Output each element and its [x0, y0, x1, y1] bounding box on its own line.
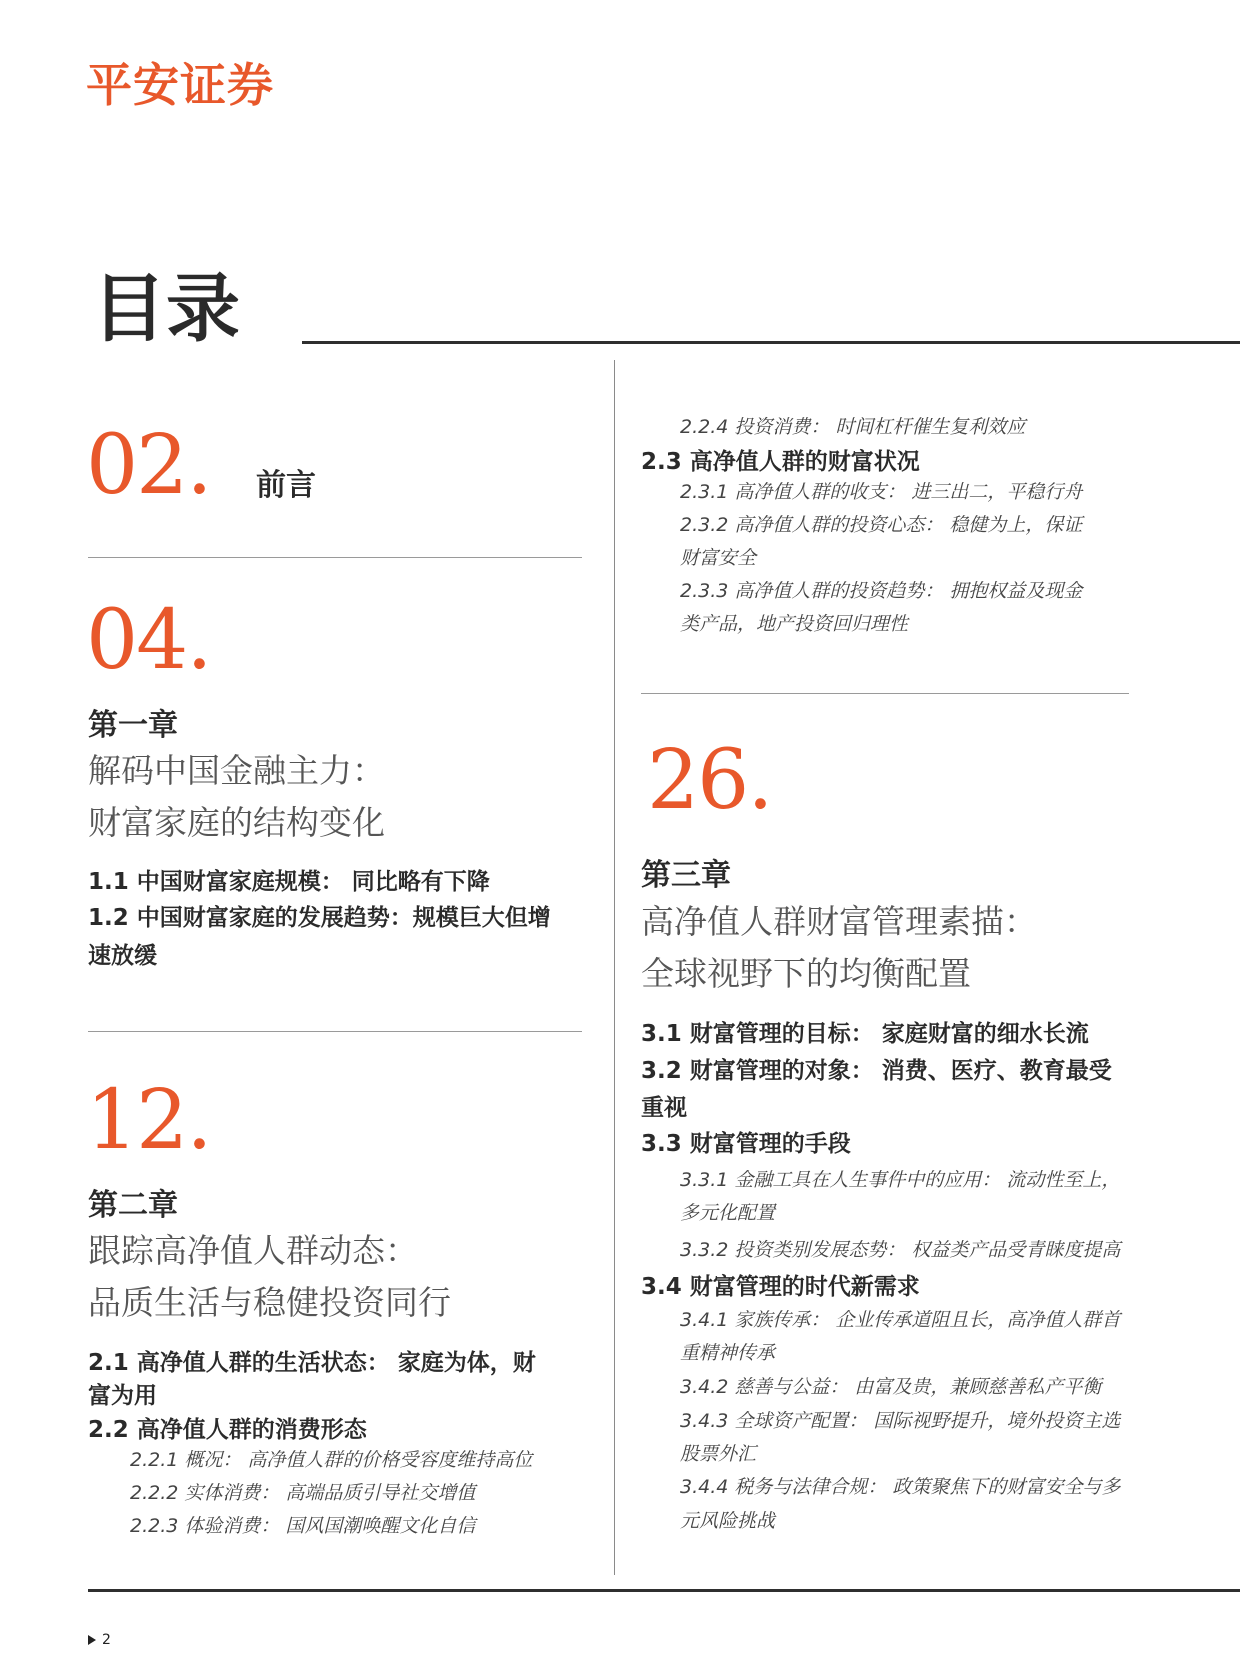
chapter-1-subtitle-line: 财富家庭的结构变化 [88, 803, 385, 842]
toc-entry-3-2-cont[interactable]: 重视 [641, 1095, 687, 1121]
toc-entry-2-2-1[interactable]: 2.2.1 概况： 高净值人群的价格受容度维持高位 [130, 1449, 533, 1471]
toc-entry-3-4[interactable]: 3.4 财富管理的时代新需求 [641, 1274, 920, 1300]
toc-entry-3-4-4[interactable]: 3.4.4 税务与法律合规： 政策聚焦下的财富安全与多 [680, 1476, 1121, 1498]
page-title: 目录 [92, 266, 240, 352]
toc-entry-3-4-3[interactable]: 3.4.3 全球资产配置： 国际视野提升，境外投资主选 [680, 1410, 1121, 1432]
toc-entry-2-3-2[interactable]: 2.3.2 高净值人群的投资心态： 稳健为上，保证 [680, 514, 1083, 536]
chapter-2-page-number: 12. [86, 1073, 211, 1168]
chapter-2-label[interactable]: 第二章 [88, 1188, 178, 1223]
column-divider [614, 360, 615, 1575]
toc-entry-3-4-1-cont[interactable]: 重精神传承 [680, 1342, 776, 1364]
toc-entry-2-2-2[interactable]: 2.2.2 实体消费： 高端品质引导社交增值 [130, 1482, 476, 1504]
chapter-1-label[interactable]: 第一章 [88, 708, 178, 743]
chapter-3-subtitle-line: 高净值人群财富管理素描： [641, 902, 1037, 941]
preface-link[interactable]: 前言 [256, 468, 316, 503]
chapter-2-subtitle [88, 1225, 451, 1329]
chapter-2-subtitle-line: 跟踪高净值人群动态： [88, 1231, 418, 1270]
toc-entry-3-2[interactable]: 3.2 财富管理的对象： 消费、医疗、教育最受 [641, 1058, 1112, 1084]
toc-entry-2-2-3[interactable]: 2.2.3 体验消费： 国风国潮唤醒文化自信 [130, 1515, 476, 1537]
triangle-marker-icon [88, 1635, 96, 1645]
toc-entry-2-3-2-cont[interactable]: 财富安全 [680, 547, 757, 569]
toc-entry-1-1[interactable]: 1.1 中国财富家庭规模： 同比略有下降 [88, 869, 490, 895]
toc-entry-3-3-1[interactable]: 3.3.1 金融工具在人生事件中的应用： 流动性至上， [680, 1169, 1121, 1191]
page-footer [88, 1632, 111, 1648]
separator [641, 693, 1129, 694]
toc-entry-3-4-1[interactable]: 3.4.1 家族传承： 企业传承道阻且长，高净值人群首 [680, 1309, 1121, 1331]
toc-entry-3-4-3-cont[interactable]: 股票外汇 [680, 1443, 757, 1465]
toc-entry-1-2[interactable]: 1.2 中国财富家庭的发展趋势：规模巨大但增 [88, 905, 551, 931]
chapter-3-page-number: 26. [647, 733, 772, 828]
separator [88, 557, 582, 558]
chapter-1-subtitle-line: 解码中国金融主力： [88, 751, 385, 790]
chapter-3-label[interactable]: 第三章 [641, 858, 731, 893]
title-rule [302, 341, 1240, 344]
chapter-3-subtitle-line: 全球视野下的均衡配置 [641, 954, 971, 993]
toc-entry-3-3-1-cont[interactable]: 多元化配置 [680, 1202, 776, 1224]
toc-entry-3-4-4-cont[interactable]: 元风险挑战 [680, 1510, 776, 1532]
toc-entry-2-2[interactable]: 2.2 高净值人群的消费形态 [88, 1417, 367, 1443]
brand-logo: 平安证券 [86, 58, 274, 112]
toc-entry-2-1-cont[interactable]: 富为用 [88, 1383, 157, 1409]
toc-entry-2-3[interactable]: 2.3 高净值人群的财富状况 [641, 449, 920, 475]
page-number: 2 [102, 1632, 111, 1648]
separator [88, 1031, 582, 1032]
toc-entry-2-1[interactable]: 2.1 高净值人群的生活状态： 家庭为体，财 [88, 1350, 536, 1376]
preface-page-number: 02. [86, 418, 211, 513]
chapter-3-subtitle [641, 896, 1037, 1000]
chapter-2-subtitle-line: 品质生活与稳健投资同行 [88, 1283, 451, 1322]
toc-entry-2-3-1[interactable]: 2.3.1 高净值人群的收支： 进三出二，平稳行舟 [680, 481, 1083, 503]
toc-entry-3-3-2[interactable]: 3.3.2 投资类别发展态势： 权益类产品受青睐度提高 [680, 1239, 1121, 1261]
toc-entry-1-2-cont[interactable]: 速放缓 [88, 943, 157, 969]
toc-entry-3-4-2[interactable]: 3.4.2 慈善与公益： 由富及贵，兼顾慈善私产平衡 [680, 1376, 1102, 1398]
toc-entry-2-3-3[interactable]: 2.3.3 高净值人群的投资趋势： 拥抱权益及现金 [680, 580, 1083, 602]
toc-entry-2-3-3-cont[interactable]: 类产品，地产投资回归理性 [680, 613, 909, 635]
toc-entry-2-2-4[interactable]: 2.2.4 投资消费： 时间杠杆催生复利效应 [680, 416, 1026, 438]
chapter-1-page-number: 04. [86, 593, 211, 688]
footer-rule [88, 1589, 1240, 1592]
chapter-1-subtitle [88, 745, 385, 849]
toc-entry-3-1[interactable]: 3.1 财富管理的目标： 家庭财富的细水长流 [641, 1021, 1089, 1047]
toc-entry-3-3[interactable]: 3.3 财富管理的手段 [641, 1131, 851, 1157]
